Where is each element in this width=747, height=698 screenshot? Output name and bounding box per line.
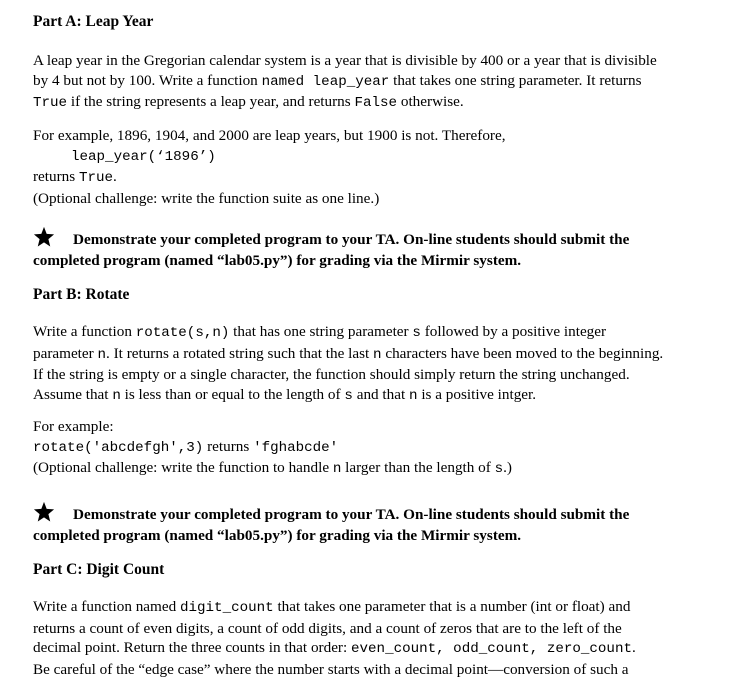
text-run: Demonstrate your completed program to your TA. On-line students should submit the <box>73 506 630 523</box>
text-run: .) <box>503 459 512 476</box>
code-function-name: named leap_year <box>261 73 390 90</box>
text-run: characters have been moved to the beginning. <box>381 344 664 362</box>
part-c-heading: Part C: Digit Count <box>33 561 165 578</box>
optional-challenge: (Optional challenge: write the function suite as one line.) <box>33 189 380 207</box>
text-run: . <box>113 168 117 185</box>
text-run: Write a function <box>33 323 136 340</box>
code-example-call: leap_year(‘1896’) <box>71 148 216 165</box>
text-run: returns <box>203 437 254 455</box>
text-run: followed by a positive integer <box>420 323 607 340</box>
code-rotate-signature: rotate(s,n) <box>135 325 230 341</box>
part-b-demo-note <box>33 501 629 546</box>
part-a-line-3 <box>33 92 657 114</box>
code-true: True <box>33 95 68 111</box>
code-example-call: rotate('abcdefgh',3) <box>33 439 204 456</box>
code-digit-count: digit_count <box>180 600 274 616</box>
part-a-heading: Part A: Leap Year <box>33 13 154 30</box>
code-n: n <box>97 346 107 363</box>
part-b-line-2 <box>33 344 663 366</box>
code-n: n <box>373 346 382 363</box>
demo-line-2: completed program (named “lab05.py”) for grading via the Mirmir system. <box>33 252 522 269</box>
text-run: that takes one string parameter. It returns <box>389 71 642 89</box>
code-n: n <box>332 461 342 477</box>
text-run: returns <box>33 168 79 185</box>
code-n: n <box>112 387 121 404</box>
part-c-line-3 <box>33 638 636 660</box>
demo-line-1 <box>33 226 629 250</box>
text-run: decimal point. Return the three counts in that order: <box>33 639 352 656</box>
part-b-description <box>33 322 663 406</box>
code-s: s <box>344 387 353 404</box>
text-run: parameter <box>33 344 98 362</box>
text-run: that takes one parameter that is a number (int or float) and <box>273 598 631 615</box>
part-b-heading: Part B: Rotate <box>33 286 130 303</box>
part-c-line-2: returns a count of even digits, a count of odd digits, and a count of zeros that are to the left of the <box>33 619 622 637</box>
text-run: Assume that <box>33 385 113 403</box>
example-intro: For example: <box>33 418 114 435</box>
text-run: Demonstrate your completed program to your TA. On-line students should submit the <box>73 231 630 248</box>
code-example-result: 'fghabcde' <box>253 439 339 456</box>
code-true: True <box>78 170 114 186</box>
text-run: otherwise. <box>397 93 464 110</box>
demo-line-1 <box>33 501 629 525</box>
star-icon <box>33 501 55 523</box>
example-returns-line <box>33 167 506 189</box>
text-run: if the string represents a leap year, and returns <box>67 93 355 110</box>
demo-line-2: completed program (named “lab05.py”) for grading via the Mirmir system. <box>33 527 522 544</box>
code-s: s <box>494 461 504 477</box>
part-b-example <box>33 417 512 480</box>
part-a-line-2 <box>33 71 657 93</box>
part-c-line-1 <box>33 597 636 619</box>
part-c-description <box>33 597 636 679</box>
example-intro: For example, 1896, 1904, and 2000 are leap years, but 1900 is not. Therefore, <box>33 127 506 144</box>
part-a-description <box>33 51 657 114</box>
code-return-values: even_count, odd_count, zero_count <box>351 641 632 657</box>
part-b-line-4 <box>33 385 663 407</box>
text-run: that has one string parameter <box>229 323 413 340</box>
text-run: Write a function named <box>33 598 180 615</box>
example-call-line <box>33 437 512 459</box>
text-run: and that <box>352 385 409 403</box>
text-run: is less than or equal to the length of <box>120 385 345 403</box>
part-b-line-3: If the string is empty or a single character, the function should simply return the string unchanged. <box>33 366 630 383</box>
text-run: larger than the length of <box>341 459 495 476</box>
part-a-demo-note <box>33 226 629 271</box>
text-run: (Optional challenge: write the function to handle <box>33 459 333 476</box>
text-run: is a positive intger. <box>417 385 537 403</box>
code-false: False <box>354 95 398 111</box>
part-a-example <box>33 126 506 208</box>
part-b-line-1 <box>33 322 663 344</box>
part-c-line-4: Be careful of the “edge case” where the number starts with a decimal point—conversion of such a <box>33 660 629 678</box>
text-run: by 4 but not by 100. Write a function <box>33 71 262 89</box>
text-run: . <box>631 639 636 656</box>
example-call-line <box>33 146 506 168</box>
code-n: n <box>409 387 418 404</box>
optional-challenge <box>33 458 512 480</box>
star-icon <box>33 226 55 248</box>
text-run: . It returns a rotated string such that the last <box>106 344 374 362</box>
part-a-line-1: A leap year in the Gregorian calendar system is a year that is divisible by 400 or a year that is divisible <box>33 52 657 69</box>
code-s: s <box>412 325 421 341</box>
